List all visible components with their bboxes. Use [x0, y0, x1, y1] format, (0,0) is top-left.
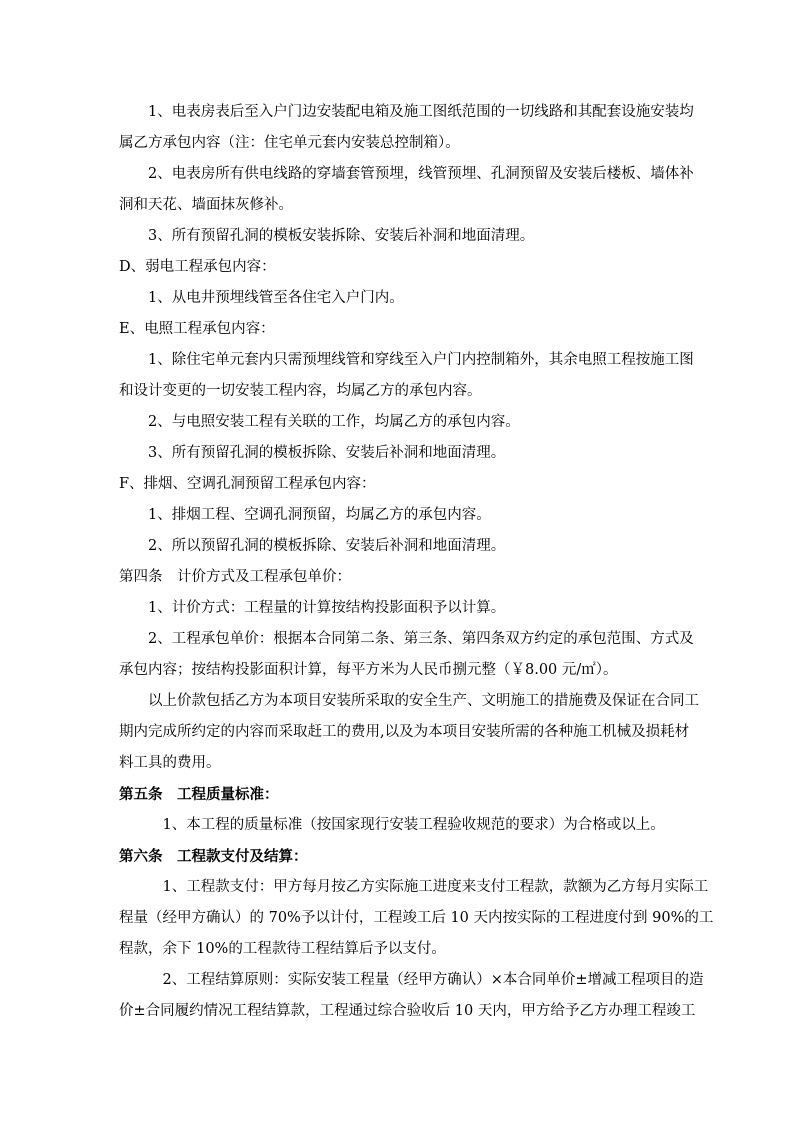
section-e-item-3 [119, 438, 679, 469]
text-line: 1、本工程的质量标准（按国家现行安装工程验收规范的要求）为合格或以上。 [119, 817, 665, 833]
section-e-item-2 [119, 407, 679, 438]
text-line: 期内完成所约定的内容而采取赶工的费用,以及为本项目安装所需的各种施工机械及损耗材 [119, 724, 690, 740]
text-line: 2、所以预留孔洞的模板拆除、安装后补洞和地面清理。 [119, 538, 506, 554]
text-line: 1、从电井预埋线管至各住宅入户门内。 [119, 290, 404, 306]
text-line: 第四条 计价方式及工程承包单价： [119, 569, 351, 585]
text-line: 3、所有预留孔洞的模板安装拆除、安装后补洞和地面清理。 [119, 228, 535, 244]
text-line: 属乙方承包内容（注：住宅单元套内安装总控制箱）。 [119, 135, 460, 151]
text-line: 1、工程款支付：甲方每月按乙方实际施工进度来支付工程款，款额为乙方每月实际工 [119, 879, 709, 895]
section-f-item-2 [119, 531, 679, 562]
section-e-heading [119, 314, 679, 345]
text-line: 洞和天花、墙面抹灰修补。 [119, 197, 293, 213]
text-line: 价±合同履约情况工程结算款，工程通过综合验收后 10 天内，甲方给予乙方办理工程竣工 [119, 1003, 696, 1019]
article-5-heading [119, 779, 679, 810]
item-2-wall-sleeves [119, 159, 694, 221]
text-line: 2、电表房所有供电线路的穿墙套管预埋，线管预埋、孔洞预留及安装后楼板、墙体补 [119, 166, 694, 182]
text-line: 和设计变更的一切安装工程内容，均属乙方的承包内容。 [119, 383, 482, 399]
article-4-item-1 [119, 593, 679, 624]
section-e-item-1 [119, 345, 694, 407]
section-f-heading [119, 469, 679, 500]
text-line: 以上价款包括乙方为本项目安装所采取的安全生产、文明施工的措施费及保证在合同工 [119, 693, 699, 709]
article-6-heading [119, 841, 679, 872]
text-line: 1、电表房表后至入户门边安装配电箱及施工图纸范围的一切线路和其配套设施安装均 [119, 104, 694, 120]
section-d-heading [119, 252, 679, 283]
text-line: 2、工程结算原则：实际安装工程量（经甲方确认）×本合同单价±增减工程项目的造 [119, 972, 704, 988]
text-line: 1、排烟工程、空调孔洞预留，均属乙方的承包内容。 [119, 507, 491, 523]
article-6-item-1 [119, 872, 714, 965]
price-inclusion-paragraph [119, 686, 699, 779]
text-line: 第五条 工程质量标准： [119, 786, 279, 803]
article-4-heading [119, 562, 679, 593]
text-line: F、排烟、空调孔洞预留工程承包内容： [119, 476, 376, 492]
item-3-formwork [119, 221, 679, 252]
article-6-item-2 [119, 965, 704, 1027]
text-line: 1、计价方式：工程量的计算按结构投影面积予以计算。 [119, 600, 506, 616]
text-line: 第六条 工程款支付及结算： [119, 848, 308, 865]
section-f-item-1 [119, 500, 679, 531]
text-line: 1、除住宅单元套内只需预埋线管和穿线至入户门内控制箱外，其余电照工程按施工图 [119, 352, 694, 368]
item-1-distribution-box [119, 97, 694, 159]
text-line: D、弱电工程承包内容： [119, 259, 276, 275]
article-4-item-2 [119, 624, 694, 686]
article-5-item-1 [119, 810, 679, 841]
text-line: 料工具的费用。 [119, 755, 221, 771]
text-line: 2、与电照安装工程有关联的工作，均属乙方的承包内容。 [119, 414, 520, 430]
text-line: 程量（经甲方确认）的 70%予以计付，工程竣工后 10 天内按实际的工程进度付到 90%的工 [119, 910, 714, 926]
text-line: 承包内容；按结构投影面积计算，每平方米为人民币捌元整（￥8.00 元/㎡）。 [119, 662, 618, 678]
text-line: 3、所有预留孔洞的模板拆除、安装后补洞和地面清理。 [119, 445, 506, 461]
text-line: E、电照工程承包内容： [119, 321, 275, 337]
section-d-item-1 [119, 283, 679, 314]
text-line: 程款，余下 10%的工程款待工程结算后予以支付。 [119, 941, 446, 957]
text-line: 2、工程承包单价：根据本合同第二条、第三条、第四条双方约定的承包范围、方式及 [119, 631, 694, 647]
